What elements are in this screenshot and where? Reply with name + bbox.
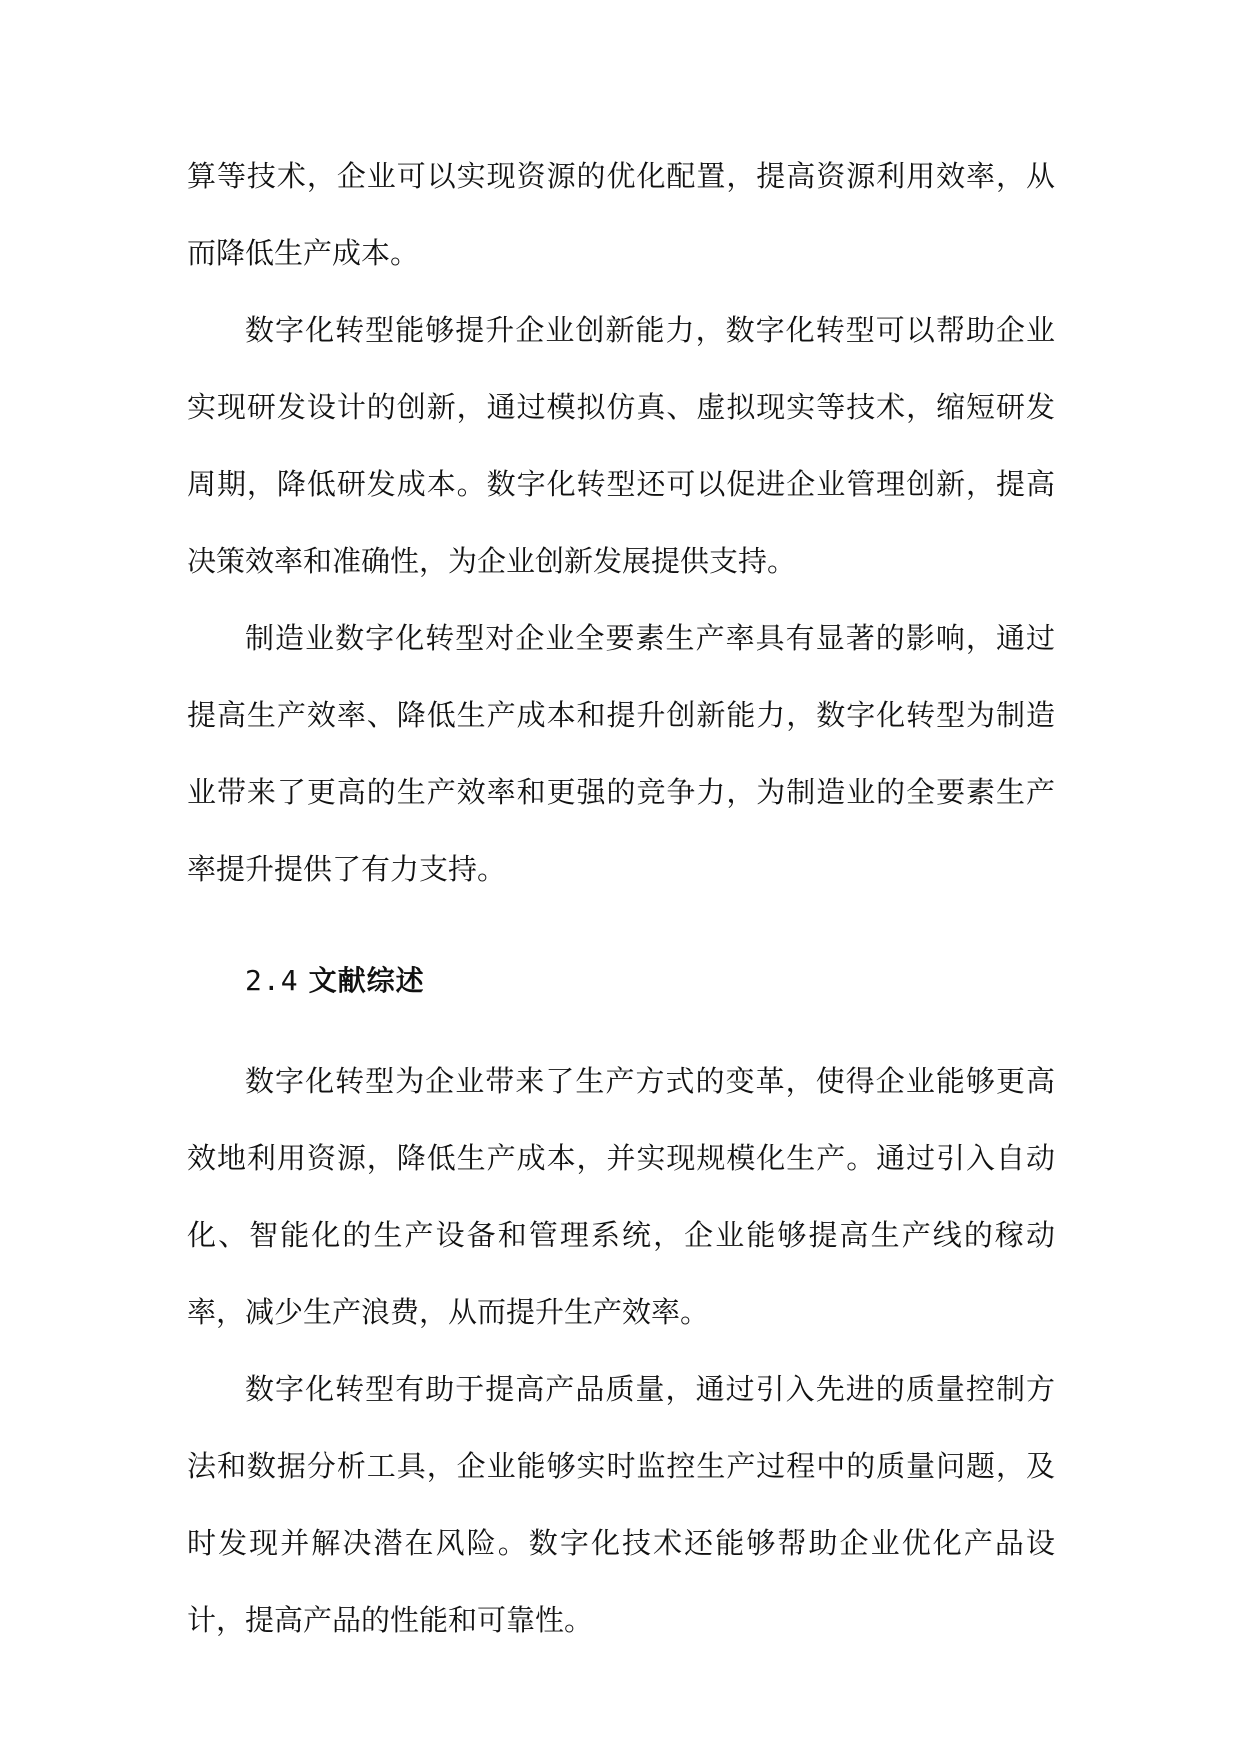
paragraph-5: 数字化转型有助于提高产品质量，通过引入先进的质量控制方法和数据分析工具，企业能够实时监控生产过程中的质量问题，及时发现并解决潜在风险。数字化技术还能够帮助企业优化产品设计，提高产品的性能和可靠性。 <box>187 1372 1055 1637</box>
section-number: 2.4 <box>245 964 299 997</box>
section-title: 文献综述 <box>308 964 425 997</box>
paragraph-2: 数字化转型能够提升企业创新能力，数字化转型可以帮助企业实现研发设计的创新，通过模拟仿真、虚拟现实等技术，缩短研发周期，降低研发成本。数字化转型还可以促进企业管理创新，提高决策效率和准确性，为企业创新发展提供支持。 <box>187 313 1055 578</box>
section-heading <box>245 959 1055 1003</box>
paragraph-1: 算等技术，企业可以实现资源的优化配置，提高资源利用效率，从而降低生产成本。 <box>187 159 1055 270</box>
paragraph-4: 数字化转型为企业带来了生产方式的变革，使得企业能够更高效地利用资源，降低生产成本，并实现规模化生产。通过引入自动化、智能化的生产设备和管理系统，企业能够提高生产线的稼动率，减少生产浪费，从而提升生产效率。 <box>187 1064 1055 1329</box>
document-body <box>187 138 1055 1659</box>
paragraph-3: 制造业数字化转型对企业全要素生产率具有显著的影响，通过提高生产效率、降低生产成本和提升创新能力，数字化转型为制造业带来了更高的生产效率和更强的竞争力，为制造业的全要素生产率提升提供了有力支持。 <box>187 621 1055 886</box>
